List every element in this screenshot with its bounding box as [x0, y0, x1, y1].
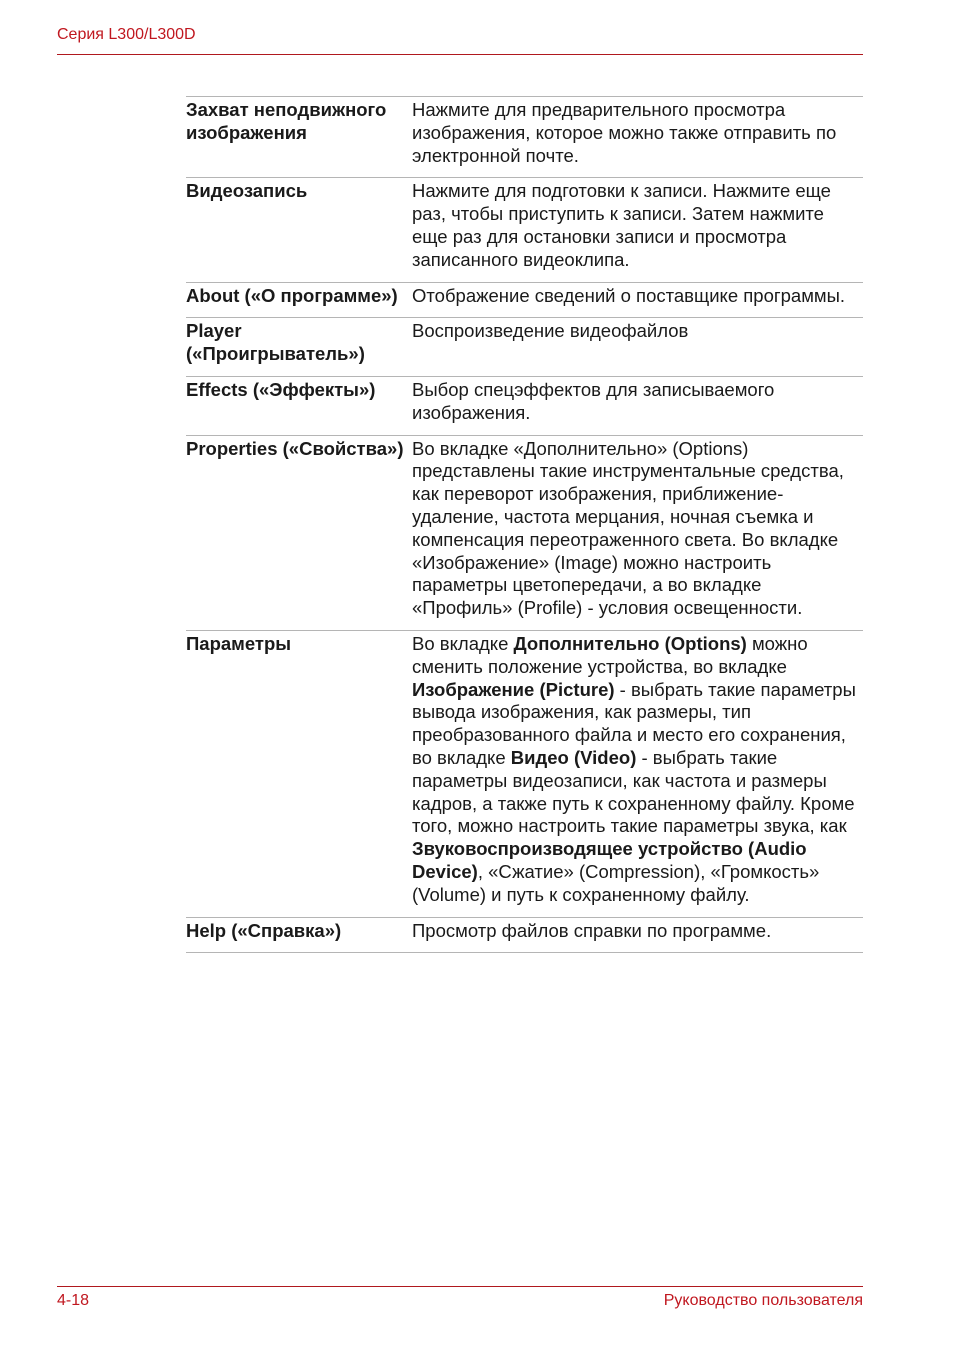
- description-text: Во вкладке: [412, 632, 514, 654]
- definition-table: [186, 96, 863, 953]
- table-row: [186, 97, 863, 178]
- row-term: Видеозапись: [186, 180, 308, 202]
- manual-title: Руководство пользователя: [663, 1292, 863, 1309]
- table-row: [186, 631, 863, 918]
- description-text: Воспроизведение видеофайлов: [412, 320, 689, 342]
- header-divider: [57, 54, 863, 55]
- table-row: [186, 318, 863, 377]
- header-series-title: Серия L300/L300D: [57, 26, 196, 43]
- row-description: [412, 920, 863, 943]
- row-term: Help («Справка»): [186, 919, 342, 941]
- row-term: Properties («Свойства»): [186, 437, 404, 459]
- page-number: 4-18: [57, 1292, 90, 1309]
- row-description: [412, 99, 863, 167]
- description-text: , «Сжатие» (Compression), «Громкость» (Volume) и путь к сохраненному файлу.: [412, 860, 820, 905]
- table-row: [186, 283, 863, 319]
- description-text: - выбрать такие параметры вывода изображения, как размеры, тип преобразованного файла и место его сохранения, во вкладке: [412, 678, 856, 768]
- row-term: Параметры: [186, 632, 292, 654]
- description-bold-text: Звуковоспроизводящее устройство (Audio Device): [412, 838, 807, 882]
- row-term: Player («Проигрыватель»): [186, 320, 365, 365]
- row-description: [412, 379, 863, 425]
- footer-divider: [57, 1286, 863, 1287]
- description-text: Во вкладке «Дополнительно» (Options) представлены такие инструментальные средства, как переворот изображения, приближение-удаление, частота мерцания, ночная съемка и компенсация переотраженного света. Во вкладке «Изображение» (Image) можно настроить параметры цветопередачи, а во вкладке «Профиль» (Profile) - условия освещенности.: [412, 437, 844, 619]
- row-description: [412, 285, 863, 308]
- table-row: [186, 377, 863, 436]
- description-bold-text: Изображение (Picture): [412, 678, 615, 700]
- table-row: [186, 178, 863, 282]
- table-row: [186, 436, 863, 631]
- row-description: [412, 633, 863, 907]
- row-term: Effects («Эффекты»): [186, 378, 376, 400]
- description-text: Выбор спецэффектов для записываемого изображения.: [412, 378, 775, 423]
- description-text: - выбрать такие параметры видеозаписи, как частота и размеры кадров, а также путь к сохраненному файлу. Кроме того, можно настроить такие параметры звука, как: [412, 746, 855, 837]
- description-text: Нажмите для подготовки к записи. Нажмите еще раз, чтобы приступить к записи. Затем нажмите еще раз для остановки записи и просмотра записанного видеоклипа.: [412, 180, 831, 270]
- description-text: Просмотр файлов справки по программе.: [412, 919, 772, 941]
- description-text: Отображение сведений о поставщике программы.: [412, 284, 846, 306]
- row-term: About («О программе»): [186, 284, 398, 306]
- table-row: [186, 918, 863, 954]
- row-term: Захват неподвижного изображения: [186, 99, 387, 143]
- row-description: [412, 438, 863, 620]
- description-text: можно сменить положение устройства, во вкладке: [412, 632, 808, 677]
- description-bold-text: Видео (Video): [510, 746, 637, 768]
- row-description: [412, 180, 863, 271]
- description-bold-text: Дополнительно (Options): [513, 632, 747, 654]
- row-description: [412, 320, 863, 366]
- description-text: Нажмите для предварительного просмотра изображения, которое можно также отправить по электронной почте.: [412, 99, 837, 166]
